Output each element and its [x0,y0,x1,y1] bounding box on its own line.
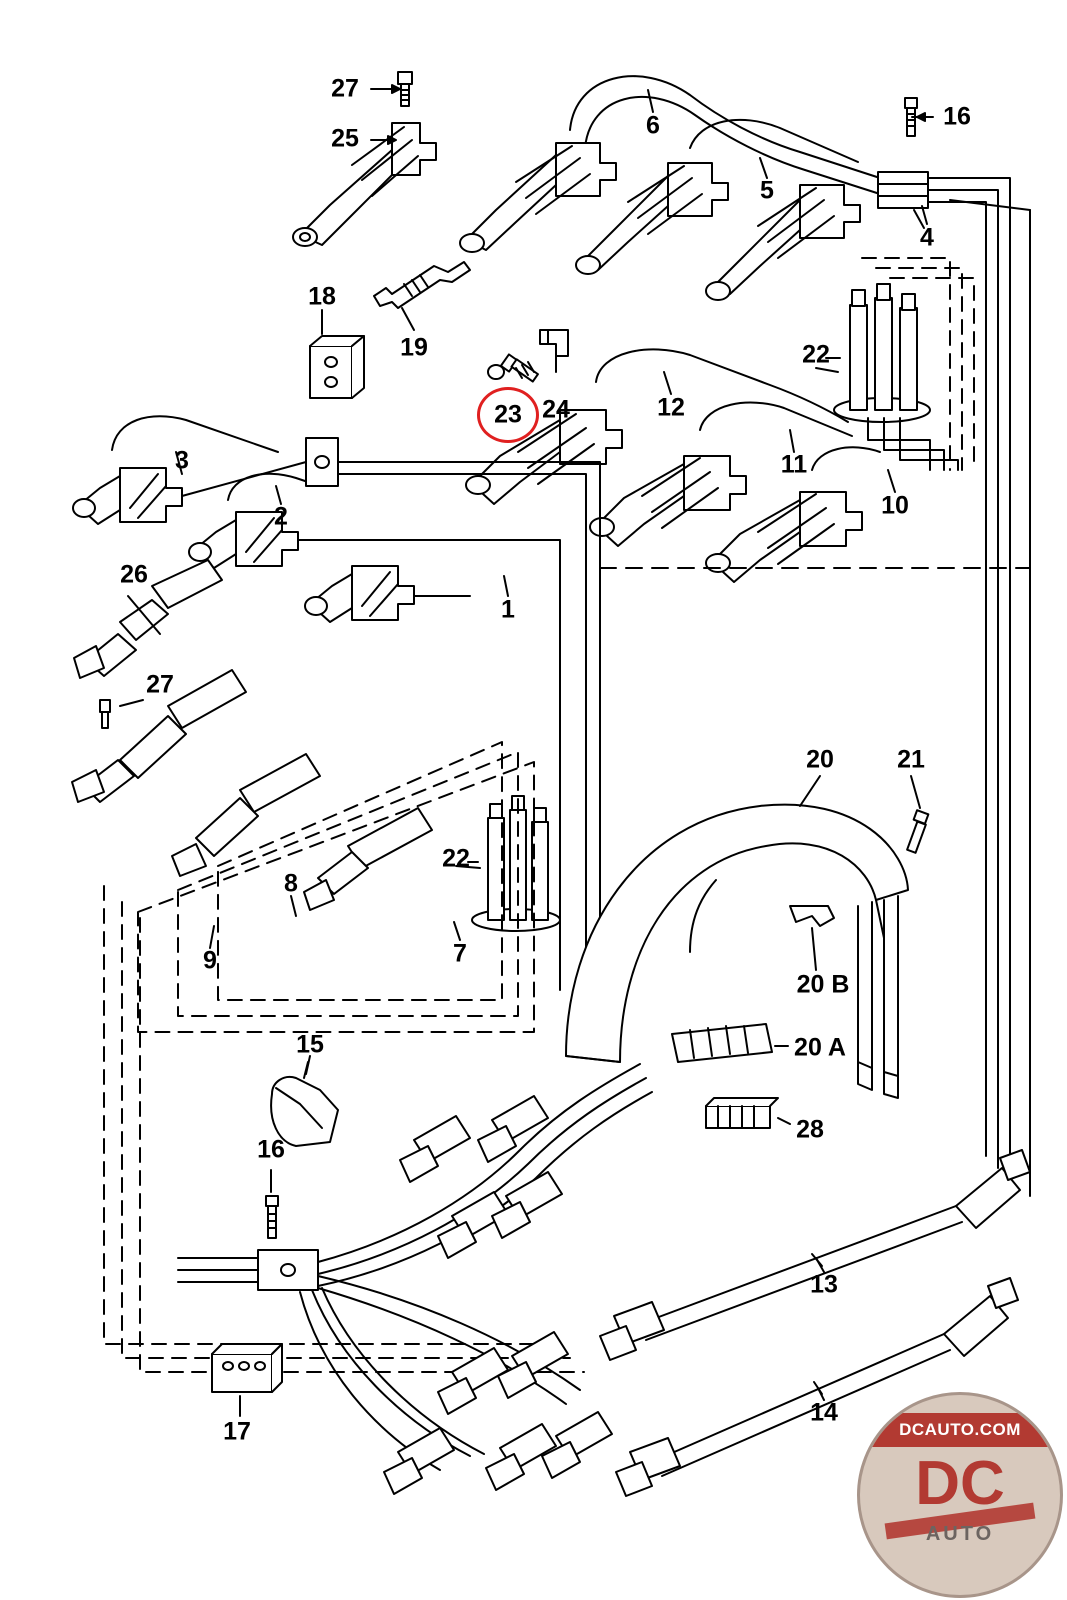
callout-22: 22 [442,844,470,873]
part-24-clip [540,330,568,372]
callout-2: 2 [274,502,288,531]
part-27-screw-top [371,72,412,106]
part-22-plugs-lower [468,796,560,931]
callout-24: 24 [542,395,570,424]
wire-11 [700,403,852,436]
callout-4: 4 [920,223,934,252]
watermark-subtext: AUTO [925,1523,995,1545]
callout-19: 19 [400,333,428,362]
wire-long-right-2 [928,190,998,1168]
callout-17: 17 [223,1417,251,1446]
part-11-connector [590,456,746,546]
outer-frame-top [950,200,1030,210]
part-25-connector [293,123,436,246]
callout-16: 16 [943,102,971,131]
callout-1: 1 [501,595,515,624]
part-6-connector [460,143,616,252]
callout-18: 18 [308,282,336,311]
callout-20-b: 20 B [796,970,850,999]
plug-boots [384,1096,612,1494]
callout-16: 16 [257,1135,285,1164]
callout-28: 28 [796,1115,824,1144]
dash-9 [138,762,534,1032]
callout-27: 27 [331,74,359,103]
plug-wire-b [884,418,944,470]
callout-7: 7 [453,939,467,968]
callout-14: 14 [810,1398,838,1427]
part-21-screw [907,776,928,853]
part-8-connector [304,808,432,910]
wire-3-run [182,462,306,496]
callout-15: 15 [296,1030,324,1059]
callout-25: 25 [331,124,359,153]
part-16-clamp [878,98,933,228]
callout-6: 6 [646,111,660,140]
callout-21: 21 [897,745,925,774]
part-19-spark-plug [374,262,470,330]
callout-8: 8 [284,869,298,898]
part-3-connector [73,468,182,524]
harness-bundle [300,1064,652,1470]
watermark [857,1392,1057,1592]
wire-5 [690,120,858,162]
part-20a-strip [672,1024,788,1062]
callout-20: 20 [806,745,834,774]
part-18-block [310,310,364,398]
callout-10: 10 [881,491,909,520]
wire-long-right-3 [928,202,986,1156]
wire-3 [112,416,278,452]
watermark-circle [857,1392,1063,1598]
clamp-block-mid [306,438,338,486]
callout-5: 5 [760,176,774,205]
watermark-initials: DC [915,1449,1005,1518]
wire-10 [812,447,880,470]
part-15-coil [271,1062,338,1146]
callout-11: 11 [780,450,808,479]
part-17-block [212,1344,282,1416]
callout-20-a: 20 A [794,1033,846,1062]
callout-22: 22 [802,340,830,369]
callout-9: 9 [203,946,217,975]
part-4-connector [706,185,860,300]
callout-23: 23 [494,400,522,429]
wire-6b [585,97,880,194]
wire-1-run2 [338,474,586,576]
callout-3: 3 [175,446,189,475]
callout-12: 12 [657,393,685,422]
part-26-boot [74,560,222,678]
part-23-screw [488,354,538,381]
part-16-screw-lower [266,1170,278,1238]
part-22-plugs-upper [826,284,930,422]
part-1-connector [305,566,414,622]
cross-junction-block [178,1250,318,1290]
part-28-comb [706,1098,790,1128]
callout-13: 13 [810,1270,838,1299]
watermark-band-text: DCAUTO.COM [899,1420,1021,1439]
callout-26: 26 [120,560,148,589]
watermark-band [860,1413,1060,1447]
part-20b-clip [790,906,834,970]
callout-27: 27 [146,670,174,699]
part-27-screw-left [100,700,143,728]
wire-2-run [298,540,560,580]
part-9-connector-b [172,754,320,876]
